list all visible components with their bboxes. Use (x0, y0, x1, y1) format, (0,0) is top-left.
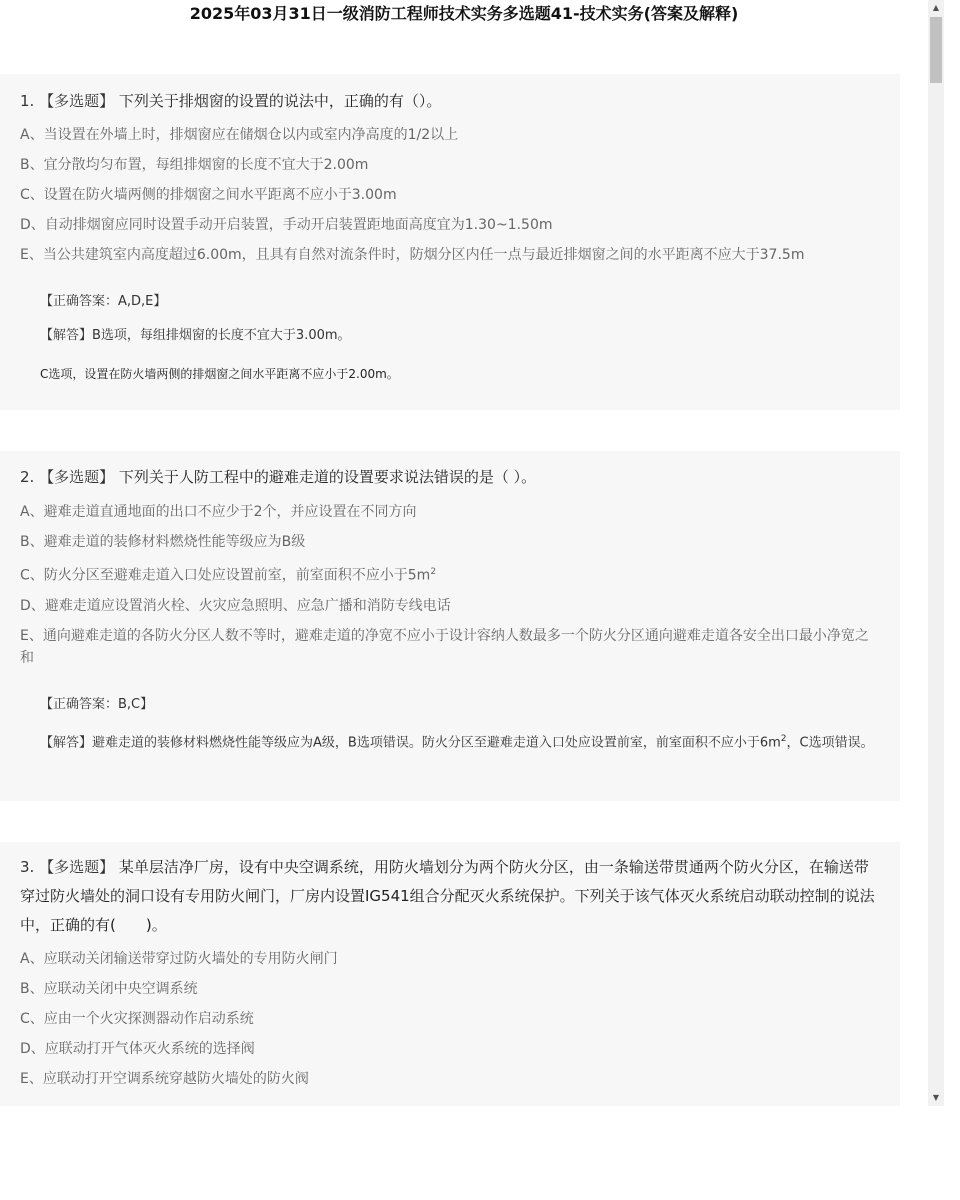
question-type: 【多选题】 (39, 92, 115, 110)
option-c[interactable]: C、设置在防火墙两侧的排烟窗之间水平距离不应小于3.00m (20, 187, 397, 203)
option-list (20, 501, 880, 669)
correct-answer: 【正确答案：A,D,E】 (40, 294, 167, 309)
scroll-down-icon[interactable]: ▼ (932, 1093, 940, 1102)
question-stem (20, 87, 880, 116)
explanation (40, 725, 880, 757)
explanation-note: C选项，设置在防火墙两侧的排烟窗之间水平距离不应小于2.00m。 (40, 367, 399, 381)
option-c[interactable]: C、应由一个火灾探测器动作启动系统 (20, 1011, 254, 1027)
superscript: 2 (430, 567, 437, 577)
explanation-label: 【解答】 (40, 328, 93, 343)
explanation-text: B选项，每组排烟窗的长度不宜大于3.00m。 (92, 328, 351, 343)
option-a[interactable]: A、当设置在外墙上时，排烟窗应在储烟仓以内或室内净高度的1/2以上 (20, 127, 459, 143)
explanation-text-end: ，C选项错误。 (786, 734, 874, 750)
question-number: 3. (20, 858, 35, 876)
option-a[interactable]: A、应联动关闭输送带穿过防火墙处的专用防火闸门 (20, 951, 338, 967)
scroll-up-icon[interactable]: ▲ (932, 3, 940, 12)
option-c-text: C、防火分区至避难走道入口处应设置前室，前室面积不应小于5m (20, 567, 431, 584)
question-text: 下列关于排烟窗的设置的说法中，正确的有（）。 (118, 92, 442, 110)
question-number: 1. (20, 92, 35, 110)
option-list (20, 124, 880, 266)
option-e[interactable]: E、应联动打开空调系统穿越防火墙处的防火阀 (20, 1071, 309, 1087)
question-stem (20, 463, 880, 492)
question-card (0, 451, 900, 801)
scroll-thumb[interactable] (930, 17, 942, 83)
question-number: 2. (20, 468, 35, 486)
option-d[interactable]: D、应联动打开气体灭火系统的选择阀 (20, 1041, 255, 1057)
page-title: 2025年03月31日一级消防工程师技术实务多选题41-技术实务(答案及解释) (189, 4, 739, 23)
option-b[interactable]: B、应联动关闭中央空调系统 (20, 981, 198, 997)
option-c[interactable] (20, 561, 880, 587)
answer-block (20, 695, 880, 757)
question-card (0, 74, 900, 410)
option-d[interactable]: D、避难走道应设置消火栓、火灾应急照明、应急广播和消防专线电话 (20, 597, 451, 614)
question-text: 某单层洁净厂房，设有中央空调系统，用防火墙划分为两个防火分区，由一条输送带贯通两个防火分区，在输送带穿过防火墙处的洞口设有专用防火闸门，厂房内设置IG541组合分配灭火系统保护。下列关于该气体灭火系统启动联动控制的说法中，正确的有( )。 (20, 858, 875, 934)
answer-block (20, 292, 880, 350)
question-type: 【多选题】 (39, 468, 115, 486)
explanation (40, 322, 880, 350)
option-e[interactable]: E、通向避难走道的各防火分区人数不等时，避难走道的净宽不应小于设计容纳人数最多一个防火分区通向避难走道各安全出口最小净宽之和 (20, 627, 869, 666)
option-b[interactable]: B、避难走道的装修材料燃烧性能等级应为B级 (20, 534, 306, 550)
option-e[interactable]: E、当公共建筑室内高度超过6.00m，且具有自然对流条件时，防烟分区内任一点与最近排烟窗之间的水平距离不应大于37.5m (20, 247, 805, 263)
option-a[interactable]: A、避难走道直通地面的出口不应少于2个，并应设置在不同方向 (20, 504, 417, 520)
superscript: 2 (780, 733, 787, 744)
correct-answer: 【正确答案：B,C】 (40, 696, 154, 712)
question-stem (20, 853, 880, 940)
explanation-label: 【解答】 (40, 734, 93, 750)
option-list (20, 948, 880, 1090)
explanation-text: 避难走道的装修材料燃烧性能等级应为A级，B选项错误。防火分区至避难走道入口处应设置前室，前室面积不应小于6m (92, 734, 781, 750)
question-card (0, 842, 900, 1106)
vertical-scrollbar[interactable] (928, 0, 944, 1106)
option-b[interactable]: B、宜分散均匀布置，每组排烟窗的长度不宜大于2.00m (20, 157, 369, 173)
question-type: 【多选题】 (39, 858, 115, 876)
question-text: 下列关于人防工程中的避难走道的设置要求说法错误的是（ ）。 (118, 468, 537, 486)
option-d[interactable]: D、自动排烟窗应同时设置手动开启装置，手动开启装置距地面高度宜为1.30~1.50m (20, 217, 553, 233)
